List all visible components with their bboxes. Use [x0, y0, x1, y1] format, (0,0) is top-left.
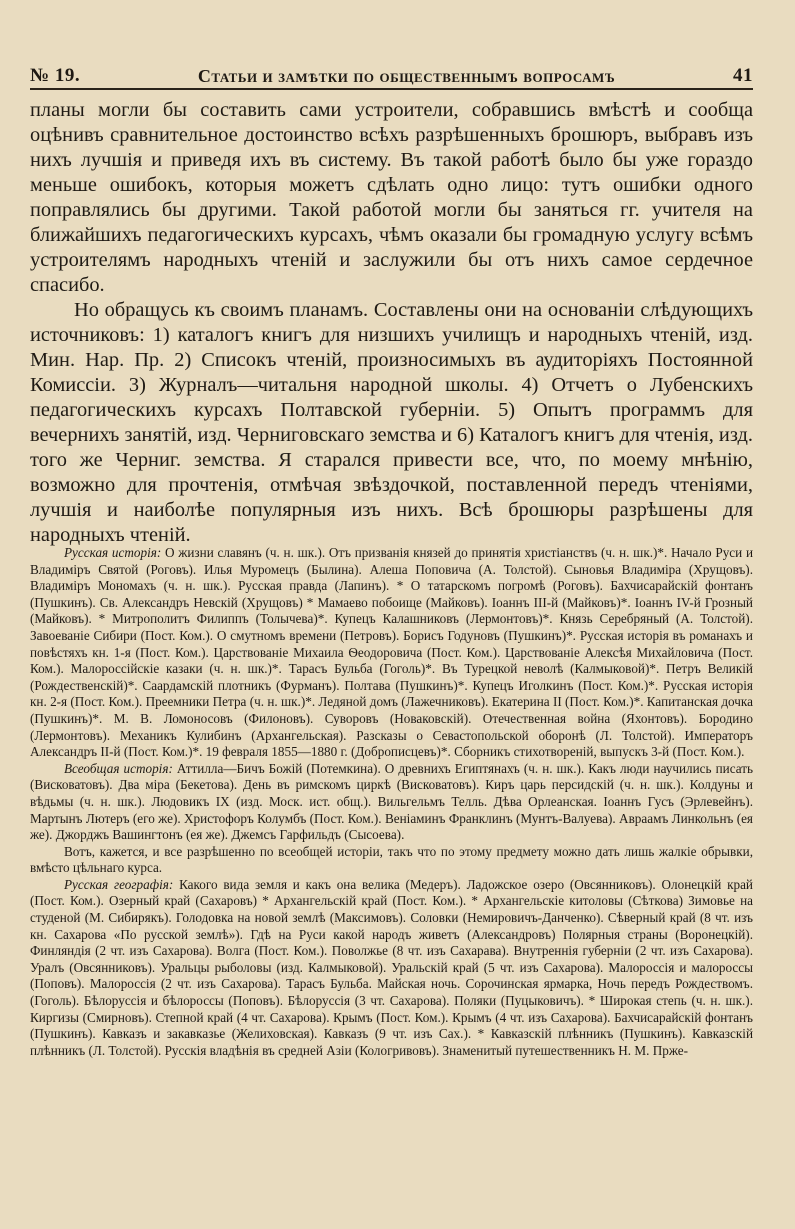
reading-list: [30, 545, 753, 1059]
section-russian-history: [30, 545, 753, 761]
section-note: Вотъ, кажется, и все разрѣшенно по всеобщей исторіи, такъ что по этому предмету можно дать лишь жалкіе обрывки, вмѣсто цѣльнаго курса.: [30, 843, 753, 876]
running-header: [30, 55, 753, 87]
section-heading: Русская географія:: [64, 876, 174, 892]
running-title: Статьи и замѣтки по общественнымъ вопросамъ: [197, 66, 616, 86]
paragraph: планы могли бы составить сами устроители, собравшись вмѣстѣ и сообща оцѣнивъ сравнительное достоинство всѣхъ разрѣшенныхъ брошюръ, выбравъ изъ нихъ лучшія и приведя ихъ въ систему. Въ такой работѣ было бы уже гораздо меньше ошибокъ, которыя можетъ сдѣлать одно лицо: тутъ ошибки одного поправлялись бы другими. Такой работой могли бы заняться гг. учителя на ближайшихъ педагогическихъ курсахъ, чѣмъ оказали бы громадную услугу всѣмъ устроителямъ народныхъ чтеній и заслужили бы отъ нихъ самое сердечное спасибо.: [30, 99, 753, 296]
section-body: Аттилла—Бичъ Божій (Потемкина). О древнихъ Египтянахъ (ч. н. шк.). Какъ люди научились писать (Висковатовъ). Два міра (Бекетова). День въ римскомъ циркѣ (Висковатовъ). Киръ царь персидскій (ч. н. шк.). Колдуны и вѣдьмы (ч. н. шк.). Людовикъ IX (изд. Моск. ист. общ.). Вильгельмъ Телль. Дѣва Орлеанская. Іоаннъ Гусъ (Эрлевейнъ). Мартынъ Лютеръ (его же). Христофоръ Колумбъ (Пост. Ком.). Веніаминъ Франклинъ (Мунтъ-Валуева). Авраамъ Линкольнъ (ея же). Джорджъ Вашингтонъ (ея же). Джемсъ Гарфильдъ (Сысоева).: [30, 760, 753, 843]
issue-number: № 19.: [30, 65, 81, 86]
section-body: О жизни славянъ (ч. н. шк.). Отъ призванія князей до принятія христіанствъ (ч. н. шк.)*. Начало Руси и Владиміръ Святой (Роговъ). Илья Муромецъ (Былина). Алеша Поповича (А. Толстой). Сыновья Владиміра (Хрущовъ). Владиміръ Мономахъ (ч. н. шк.). Русская правда (Лапинъ). * О татарскомъ погромѣ (Роговъ). Бахчисарайскій фонтанъ (Пушкинъ). Св. Александръ Невскій (Хрущовъ) * Мамаево побоище (Майковъ). Іоаннъ ІІІ-й (Майковъ)*. Іоаннъ IV-й Грозный (Майковъ). * Митрополитъ Филиппъ (Толычева)*. Купецъ Калашниковъ (Лермонтовъ)*. Князь Серебряный (А. Толстой). Завоеваніе Сибири (Пост. Ком.). О смутномъ времени (Петровъ). Борисъ Годуновъ (Пушкинъ)*. Русская исторія въ романахъ и повѣстяхъ кн. 1-я (Пост. Ком.). Царствованіе Михаила Ѳеодоровича (Пост. Ком.). Царствованіе Алексѣя Михайловича (Пост. Ком.). Малороссійскіе казаки (ч. н. шк.)*. Тарасъ Бульба (Гоголь)*. Въ Турецкой неволѣ (Калмыковой)*. Петръ Великій (Рождественскій)*. Саардамскій плотникъ (Фурманъ). Полтава (Пушкинъ)*. Купецъ Иголкинъ (Пост. Ком.)*. Русская исторія кн. 2-я (Пост. Ком.). Преемники Петра (ч. н. шк.)*. Ледяной домъ (Лажечниковъ). Екатерина II (Пост. Ком.)*. Капитанская дочка (Пушкинъ)*. М. В. Ломоносовъ (Филоновъ). Суворовъ (Новаковскій). Отечественная война (Яхонтовъ). Бородино (Лермонтовъ). Механикъ Кулибинъ (Архангельская). Разсказы о Севастопольской оборонѣ (Л. Толстой). Императоръ Александръ II-й (Пост. Ком.)*. 19 февраля 1855—1880 г. (Доброписцевъ)*. Сборникъ стихотвореній, выпускъ 3-й (Пост. Ком.).: [30, 545, 754, 760]
section-heading: Русская исторія:: [64, 545, 162, 560]
section-geography: [30, 877, 753, 1060]
page-number: 41: [733, 65, 753, 86]
section-world-history: [30, 761, 753, 844]
paragraph: Но обращусь къ своимъ планамъ. Составлены они на основаніи слѣдующихъ источниковъ: 1) каталогъ книгъ для низшихъ училищъ и народныхъ чтеній, изд. Мин. Нар. Пр. 2) Списокъ чтеній, произносимыхъ въ аудиторіяхъ Постоянной Комиссіи. 3) Журналъ—читальня народной школы. 4) Отчетъ о Лубенскихъ педагогическихъ курсахъ Полтавской губерніи. 5) Опытъ программъ для вечернихъ занятій, изд. Черниговскаго земства и 6) Каталогъ книгъ для чтенія, изд. того же Черниг. земства. Я старался привести все, что, по моему мнѣнію, возможно для прочтенія, отмѣчая звѣздочкой, поставленной передъ чтеніями, лучшія и наиболѣе популярныя изъ нихъ. Всѣ брошюры разрѣшены для народныхъ чтеній.: [30, 299, 753, 546]
section-heading: Всеобщая исторія:: [64, 760, 173, 776]
main-text: [30, 98, 753, 548]
header-rule: [30, 88, 753, 90]
section-body: Какого вида земля и какъ она велика (Медеръ). Ладожское озеро (Овсянниковъ). Олонецкій край (Пост. Ком.). Озерный край (Сахаровъ) * Архангельскій край (Пост. Ком.). * Архангельскіе китоловы (Сѣткова) Зимовье на студеной (М. Сибирякъ). Голодовка на новой землѣ (Максимовъ). Соловки (Немировичъ-Данченко). Сѣверный край (8 чт. изъ кн. Сахарова «По русской землѣ»). Гдѣ на Руси какой народъ живетъ (Александровъ) Полярныя страны (Воронецкій). Финляндія (2 чт. изъ Сахарова). Волга (Пост. Ком.). Поволжье (8 чт. изъ Сахарава). Внутреннія губерніи (2 чт. изъ Сахарова). Уралъ (Овсянниковъ). Уральцы рыболовы (изд. Калмыковой). Уральскій край (5 чт. изъ Сахарова). Малороссія и малороссы (Поповъ). Малороссія (2 чт. изъ Сахарова). Тарасъ Бульба. Майская ночь. Сорочинская ярмарка, Ночь передъ Рождествомъ. (Гоголь). Бѣлоруссія и бѣлороссы (Поповъ). Бѣлоруссія (3 чт. Сахарова). Поляки (Пуцыковичъ). * Широкая степь (ч. н. шк.). Киргизы (Смирновъ). Степной край (4 чт. Сахарова). Крымъ (Пост. Ком.). Крымъ (4 чт. изъ Сахарова). Бахчисарайскій фонтанъ (Пушкинъ). Кавказъ и закавказье (Желиховская). Кавказъ (9 чт. изъ Сах.). * Кавказскій плѣнникъ (Пушкинъ). Кавказскій плѣнникъ (Л. Толстой). Русскія владѣнія въ средней Азіи (Кологривовъ). Знаменитый путешественникъ Н. М. Прже-: [30, 876, 753, 1058]
